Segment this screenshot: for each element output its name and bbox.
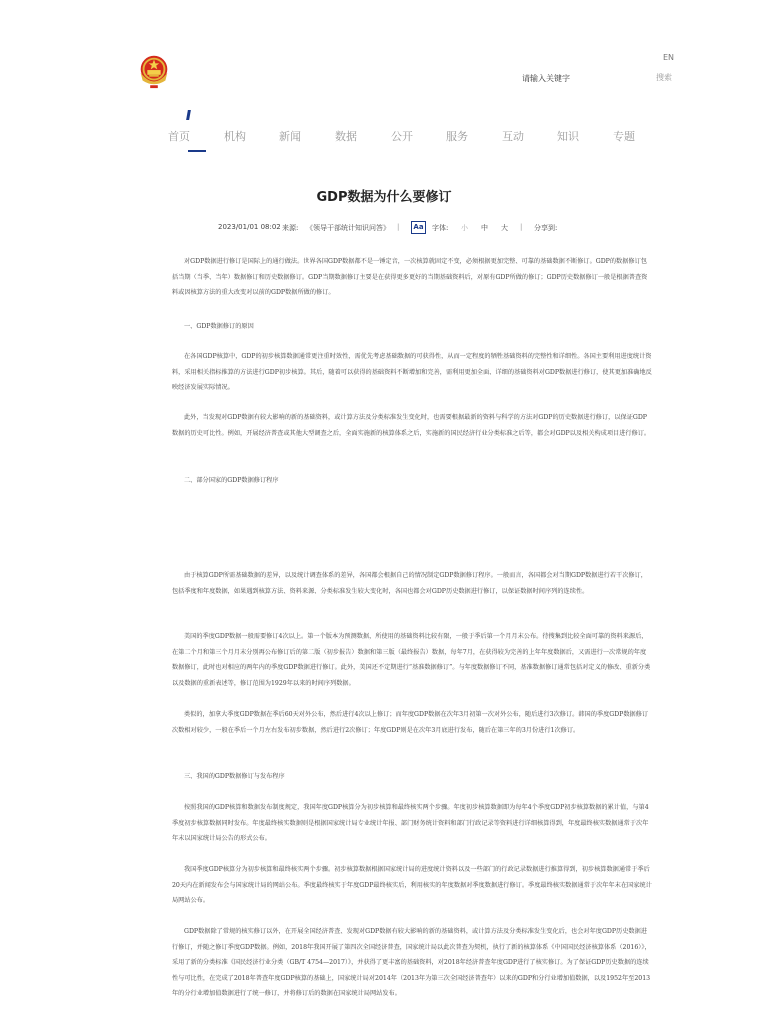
nav-item-home[interactable]: 首页 — [168, 130, 190, 143]
nav-item-news[interactable]: 新闻 — [279, 130, 301, 143]
article-date: 2023/01/01 08:02 — [218, 223, 281, 231]
nav-item-interaction[interactable]: 互动 — [502, 130, 524, 143]
article-paragraph: 按照我国的GDP核算和数据发布制度规定，我国年度GDP核算分为初步核算和最终核实两个步骤。年度初步核算数据即为每年4个季度GDP初步核算数据的累计值，与第4季度初步核算数据同时发布。年度最终核实数据则是根据国家统计局专业统计年报、部门财务统计资料和部门行政记录等资料进行详细核算得到，年度最终核实数据通常于次年年末以国家统计局公告的形式公布。 — [172, 804, 649, 842]
font-size-toggle-icon[interactable]: Aa — [411, 221, 426, 234]
nav-item-data[interactable]: 数据 — [335, 130, 357, 143]
article-paragraph: 类似的，加拿大季度GDP数据在季后60天对外公布，然后进行4次以上修订；而年度GDP数据在次年3月初第一次对外公布，随后进行3次修订。韩国的季度GDP数据修订次数相对较少，一般在季后一个月左右发布初步数据，然后进行2次修订；年度GDP则是在次年3月底进行发布，随后在第三年的3月份进行1次修订。 — [172, 711, 649, 734]
search-button[interactable]: 搜索 — [656, 73, 672, 82]
national-emblem-icon[interactable] — [135, 52, 173, 90]
section-heading: 一、GDP数据修订的原因 — [184, 323, 254, 330]
article-paragraph: 此外，当发现对GDP数据有较大影响的新的基础资料，或计算方法及分类标准发生变化时，也需要根据最新的资料与科学的方法对GDP的历史数据进行修订，以保证GDP数据的历史可比性。例如，开展经济普查或其他大型调查之后，全面实施新的核算体系之后，实施新的国民经济行业分类标准之后等，都会对GDP以及相关构成项目进行修订。 — [172, 414, 651, 437]
font-size-medium[interactable]: 中 — [481, 224, 488, 232]
nav-item-organization[interactable]: 机构 — [224, 130, 246, 143]
article-title: GDP数据为什么要修订 — [316, 190, 452, 205]
meta-divider: | — [397, 223, 400, 231]
nav-item-service[interactable]: 服务 — [446, 130, 468, 143]
nav-item-knowledge[interactable]: 知识 — [557, 130, 579, 143]
article-paragraph: 对GDP数据进行修订是国际上的通行做法。世界各国GDP数据都不是一锤定音，一次核算就固定不变，必须根据更加完整、可靠的基础数据不断修订。GDP的数据修订包括当期（当季、当年）数据修订和历史数据修订。GDP当期数据修订主要是在获得更多更好的当期基础资料后，对原有GDP所做的修订；GDP历史数据修订一般是根据普查资料或因核算方法的重大改变对以前的GDP数据所做的修订。 — [172, 258, 648, 296]
article-paragraph: 美国的季度GDP数据一般需要修订4次以上。第一个版本为预测数据，所使用的基础资料比较有限，一般于季后第一个月月末公布。待搜集到比较全面可靠的资料来源后，在第二个月和第三个月月末分别再公布修订后的第二版（初步报告）数据和第三版（最终报告）数据，每年7月，在获得较为完善的上年年度数据后，又需进行一次常规的年度数据修订，此时也对相应的两年内的季度GDP数据进行修订。此外，美国还不定期进行“基准数据修订”。与年度数据修订不同，基准数据修订通常包括对定义的修改、重新分类以及数据的重新表述等，修订范围为1929年以来的时间序列数据。 — [172, 633, 651, 687]
article-source-label: 来源: — [282, 224, 299, 232]
article-paragraph: 在各国GDP核算中，GDP的初步核算数据通常更注重时效性，需优先考虑基础数据的可获得性，从而一定程度的牺牲基础资料的完整性和详细性。各国主要利用进度统计资料，采用相关指标推算的方法进行GDP初步核算。其后，随着可以获得的基础资料不断增加和完善，需利用更加全面、详细的基础资料对GDP数据进行修订，使其更加准确地反映经济发展实际情况。 — [172, 353, 652, 391]
article-source: 《领导干部统计知识问答》 — [306, 224, 390, 232]
meta-divider: | — [520, 223, 523, 231]
section-heading: 二、部分国家的GDP数据修订程序 — [184, 477, 279, 484]
nav-item-topics[interactable]: 专题 — [613, 130, 635, 143]
nav-active-indicator — [188, 150, 206, 152]
font-size-small[interactable]: 小 — [461, 224, 468, 232]
language-switch-en[interactable]: EN — [663, 53, 675, 62]
share-label: 分享到: — [534, 224, 558, 232]
nav-item-disclosure[interactable]: 公开 — [391, 130, 413, 143]
font-size-large[interactable]: 大 — [501, 224, 508, 232]
search-hint[interactable]: 请输入关键字 — [522, 74, 570, 83]
font-size-label: 字体: — [432, 224, 449, 232]
section-heading: 三、我国的GDP数据修订与发布程序 — [184, 773, 285, 780]
article-paragraph: 由于核算GDP所需基础数据的差异，以及统计调查体系的差异，各国都会根据自己的情况制定GDP数据修订程序。一般而言，各国都会对当期GDP数据进行若干次修订，包括季度和年度数据，如果遇到核算方法、资料来源、分类标准发生较大变化时，各国也都会对GDP历史数据进行修订，以保证数据时间序列的连续性。 — [172, 572, 647, 595]
nav-decoration-mark — [186, 110, 191, 120]
main-nav — [0, 128, 768, 148]
article-paragraph: 我国季度GDP核算分为初步核算和最终核实两个步骤。初步核算数据根据国家统计局的进度统计资料以及一些部门的行政记录数据进行推算得到，初步核算数据通常于季后20天内在新闻发布会与国家统计局的网站公布。季度最终核实于年度GDP最终核实后，利用核实的年度数据对季度数据进行修订。季度最终核实数据通常于次年年末在国家统计局网站公布。 — [172, 866, 652, 904]
article-paragraph: GDP数据除了常规的核实修订以外，在开展全国经济普查、发现对GDP数据有较大影响的新的基础资料，或计算方法及分类标准发生变化后，也会对年度GDP历史数据进行修订，并随之修订季度GDP数据。例如，2018年我国开展了第四次全国经济普查，国家统计局以此次普查为契机，执行了新的核算体系《中国国民经济核算体系（2016）》，采用了新的分类标准《国民经济行业分类（GB/T 4754—2017）》，并获得了更丰富的基础资料，对2018年经济普查年度GDP进行了核实修订。为了保证GDP历史数据的连续性与可比性，在完成了2018年普查年度GDP核算的基础上，国家统计局对2014年（2013年为第三次全国经济普查年）以来的GDP和分行业增加值数据，以及1952年至2013年的分行业增加值数据进行了统一修订，并将修订后的数据在国家统计局网站发布。 — [172, 928, 651, 997]
